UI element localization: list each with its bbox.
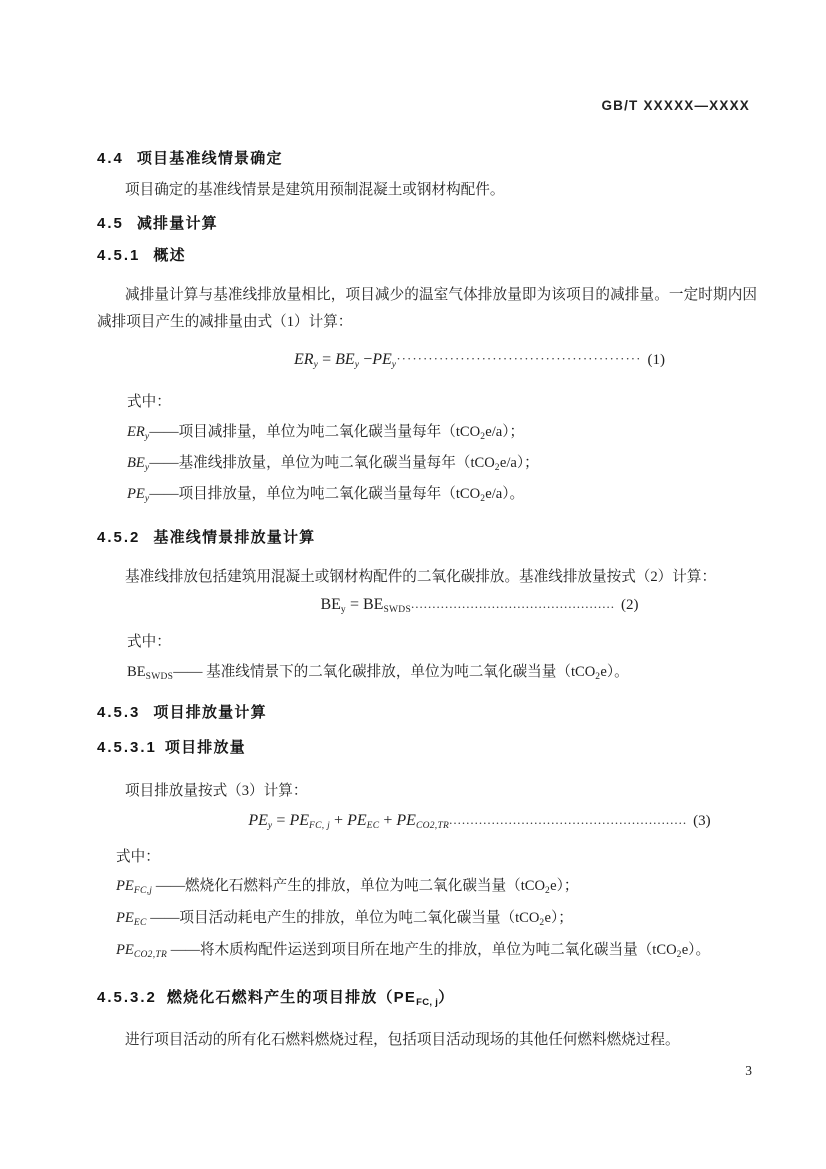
- section-number: 4.5.3: [97, 704, 141, 721]
- definition-peec: $PE_{EC}$ ——项目活动耗电产生的排放，单位为吨二氧化碳当量（tCO$_2$e）；: [116, 910, 573, 928]
- formula-1-leader: ··············································: [396, 351, 642, 366]
- section-number: 4.5.2: [97, 529, 141, 546]
- section-heading-4-4: [97, 147, 283, 168]
- definition-pefcj: $PE_{FC,j}$ ——燃烧化石燃料产生的排放，单位为吨二氧化碳当量（tCO$_2$e）；: [116, 878, 579, 896]
- section-title: 燃烧化石燃料产生的项目排放$(PE_{FC, j})$: [166, 989, 455, 1008]
- section-heading-4-5-3: [97, 701, 267, 722]
- formula-2-body: BEy = BESWDS: [320, 596, 412, 615]
- section-number: 4.5.3.1: [97, 739, 157, 756]
- section-title: 概述: [153, 247, 186, 264]
- where-label-3: 式中：: [116, 849, 160, 865]
- paragraph-baseline-emission: 基准线排放包括建筑用混凝土或钢材构配件的二氧化碳排放。基准线排放量按式（2）计算：: [125, 569, 717, 585]
- section-heading-4-5-2: [97, 526, 315, 547]
- formula-2-number: (2): [621, 597, 639, 613]
- formula-2: [154, 596, 805, 615]
- section-title: 减排量计算: [136, 215, 218, 232]
- formula-3-number: (3): [693, 813, 711, 829]
- paragraph-project-emission: 项目排放量按式（3）计算：: [125, 783, 308, 799]
- page-number: 3: [745, 1063, 752, 1078]
- section-number: 4.4: [97, 150, 124, 167]
- formula-2-leader: ................................................: [411, 596, 616, 611]
- where-label-2: 式中：: [127, 634, 171, 650]
- definition-beswds: $BE_{SWDS}——$ 基准线情景下的二氧化碳排放，单位为吨二氧化碳当量（tCO$_2$e）。: [127, 664, 629, 682]
- section-heading-4-5-1: [97, 244, 186, 265]
- section-title: 项目排放量: [164, 739, 246, 756]
- paragraph-baseline-scenario: 项目确定的基准线情景是建筑用预制混凝土或钢材构配件。: [125, 182, 505, 198]
- section-number: 4.5: [97, 215, 124, 232]
- formula-3-leader: ........................................................: [449, 812, 688, 827]
- formula-1: [154, 351, 805, 370]
- doc-code-header: GB/T XXXXX—XXXX: [601, 98, 750, 113]
- section-heading-4-5-3-2: [97, 986, 454, 1008]
- paragraph-overview: 减排量计算与基准线排放量相比，项目减少的温室气体排放量即为该项目的减排量。一定时期内因减排项目产生的减排量由式（1）计算：: [97, 287, 757, 330]
- section-title: 项目排放量计算: [153, 704, 267, 721]
- section-heading-4-5-3-1: [97, 736, 246, 757]
- definition-bey: $BE_y——$基准线排放量，单位为吨二氧化碳当量每年（tCO$_2$e/a）；: [127, 455, 539, 473]
- paragraph-fossil-fuel: 进行项目活动的所有化石燃料燃烧过程，包括项目活动现场的其他任何燃料燃烧过程。: [125, 1032, 680, 1048]
- where-label-1: 式中：: [127, 394, 171, 410]
- formula-1-number: (1): [647, 352, 665, 368]
- section-title: 基准线情景排放量计算: [153, 529, 316, 546]
- formula-3: [154, 812, 805, 831]
- definition-pey: $PE_y——$项目排放量，单位为吨二氧化碳当量每年（tCO$_2$e/a）。: [127, 486, 525, 504]
- section-heading-4-5: [97, 212, 218, 233]
- definition-ery: $ER_y——$项目减排量，单位为吨二氧化碳当量每年（tCO$_2$e/a）；: [127, 424, 525, 442]
- section-number: 4.5.3.2: [97, 989, 157, 1006]
- section-number: 4.5.1: [97, 247, 141, 264]
- formula-3-body: PEy = PEFC, j + PEEC + PECO2,TR: [248, 812, 450, 831]
- section-title: 项目基准线情景确定: [136, 150, 283, 167]
- definition-peco2tr: $PE_{CO2,TR}$ ——将木质构配件运送到项目所在地产生的排放，单位为吨二氧化碳当量（tCO$_2$e）。: [116, 942, 711, 960]
- formula-1-body: ERy = BEy −PEy: [294, 351, 397, 370]
